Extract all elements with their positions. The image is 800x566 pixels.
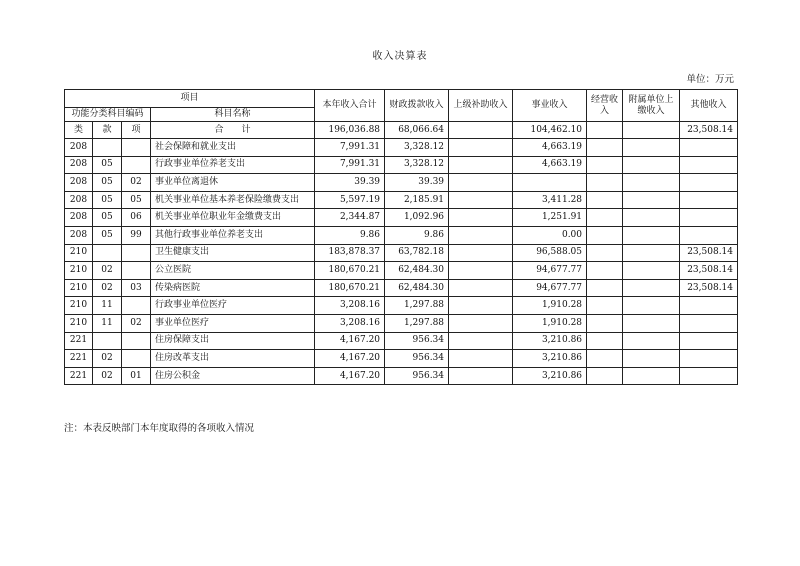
row-value-cell xyxy=(587,191,623,209)
row-value-cell xyxy=(587,156,623,174)
row-value-cell xyxy=(449,297,513,315)
table-note: 注：本表反映部门本年度取得的各项收入情况 xyxy=(64,423,255,434)
total-cell: 68,066.64 xyxy=(385,122,449,139)
row-value-cell xyxy=(587,209,623,227)
row-subject-name: 住房公积金 xyxy=(151,367,315,385)
row-value-cell xyxy=(680,209,738,227)
total-cell xyxy=(587,122,623,139)
header-col-superior: 上级补助收入 xyxy=(449,90,513,122)
header-col-affiliated: 附属单位上缴收入 xyxy=(623,90,680,122)
header-lei: 类 xyxy=(65,122,93,139)
row-value-cell xyxy=(623,156,680,174)
header-col-other: 其他收入 xyxy=(680,90,738,122)
row-subject-name: 机关事业单位职业年金缴费支出 xyxy=(151,209,315,227)
row-kuan: 05 xyxy=(93,174,122,192)
row-xiang xyxy=(122,156,151,174)
total-cell: 23,508.14 xyxy=(680,122,738,139)
row-lei: 208 xyxy=(65,174,93,192)
row-value-cell: 183,878.37 xyxy=(315,244,385,262)
row-kuan: 02 xyxy=(93,279,122,297)
header-row-1 xyxy=(65,90,738,108)
row-value-cell xyxy=(587,226,623,244)
row-value-cell: 1,910.28 xyxy=(513,314,587,332)
row-value-cell xyxy=(623,297,680,315)
row-value-cell xyxy=(680,367,738,385)
row-xiang xyxy=(122,139,151,157)
table-row xyxy=(65,332,738,350)
total-cell xyxy=(623,122,680,139)
row-value-cell xyxy=(680,139,738,157)
total-cell: 196,036.88 xyxy=(315,122,385,139)
row-value-cell xyxy=(587,350,623,368)
row-value-cell xyxy=(680,191,738,209)
row-lei: 210 xyxy=(65,314,93,332)
header-col-business: 事业收入 xyxy=(513,90,587,122)
row-lei: 210 xyxy=(65,297,93,315)
row-value-cell: 2,185.91 xyxy=(385,191,449,209)
row-value-cell xyxy=(449,262,513,280)
row-value-cell: 3,210.86 xyxy=(513,350,587,368)
table-row xyxy=(65,367,738,385)
row-value-cell xyxy=(680,297,738,315)
row-value-cell xyxy=(623,314,680,332)
row-value-cell: 2,344.87 xyxy=(315,209,385,227)
row-xiang xyxy=(122,244,151,262)
row-value-cell: 1,092.96 xyxy=(385,209,449,227)
row-lei: 210 xyxy=(65,279,93,297)
row-value-cell: 62,484.30 xyxy=(385,262,449,280)
table-row xyxy=(65,209,738,227)
row-kuan xyxy=(93,139,122,157)
row-lei: 208 xyxy=(65,226,93,244)
row-value-cell: 3,210.86 xyxy=(513,367,587,385)
row-lei: 208 xyxy=(65,156,93,174)
row-value-cell xyxy=(680,314,738,332)
row-value-cell xyxy=(680,156,738,174)
row-value-cell: 1,297.88 xyxy=(385,297,449,315)
row-value-cell xyxy=(587,314,623,332)
row-value-cell xyxy=(449,314,513,332)
income-table xyxy=(64,89,738,385)
row-value-cell xyxy=(623,209,680,227)
row-value-cell xyxy=(680,226,738,244)
row-value-cell: 9.86 xyxy=(385,226,449,244)
row-xiang xyxy=(122,297,151,315)
row-value-cell: 23,508.14 xyxy=(680,262,738,280)
table-row xyxy=(65,174,738,192)
row-value-cell: 94,677.77 xyxy=(513,262,587,280)
row-value-cell xyxy=(587,244,623,262)
header-kuan: 款 xyxy=(93,122,122,139)
row-lei: 210 xyxy=(65,244,93,262)
row-value-cell: 39.39 xyxy=(385,174,449,192)
row-subject-name: 社会保障和就业支出 xyxy=(151,139,315,157)
row-subject-name: 传染病医院 xyxy=(151,279,315,297)
header-col-operating: 经营收入 xyxy=(587,90,623,122)
row-lei: 210 xyxy=(65,262,93,280)
header-xiang: 项 xyxy=(122,122,151,139)
row-subject-name: 事业单位医疗 xyxy=(151,314,315,332)
row-value-cell: 1,251.91 xyxy=(513,209,587,227)
table-row xyxy=(65,314,738,332)
header-subject-name: 科目名称 xyxy=(151,108,315,122)
row-value-cell: 4,167.20 xyxy=(315,332,385,350)
row-value-cell: 7,991.31 xyxy=(315,156,385,174)
header-col-fiscal: 财政拨款收入 xyxy=(385,90,449,122)
row-value-cell xyxy=(623,244,680,262)
row-xiang xyxy=(122,262,151,280)
row-kuan: 11 xyxy=(93,314,122,332)
row-kuan: 02 xyxy=(93,262,122,280)
row-value-cell: 63,782.18 xyxy=(385,244,449,262)
total-row xyxy=(65,122,738,139)
row-value-cell xyxy=(680,332,738,350)
row-value-cell xyxy=(449,350,513,368)
row-value-cell: 1,910.28 xyxy=(513,297,587,315)
row-value-cell: 180,670.21 xyxy=(315,279,385,297)
row-value-cell xyxy=(449,139,513,157)
row-value-cell xyxy=(623,262,680,280)
row-value-cell xyxy=(449,279,513,297)
table-row xyxy=(65,279,738,297)
table-row xyxy=(65,297,738,315)
row-value-cell xyxy=(623,332,680,350)
row-kuan: 05 xyxy=(93,226,122,244)
row-value-cell: 62,484.30 xyxy=(385,279,449,297)
row-value-cell: 94,677.77 xyxy=(513,279,587,297)
row-value-cell xyxy=(623,139,680,157)
row-value-cell xyxy=(587,297,623,315)
row-kuan: 05 xyxy=(93,156,122,174)
header-col-total: 本年收入合计 xyxy=(315,90,385,122)
table-row xyxy=(65,139,738,157)
row-value-cell: 5,597.19 xyxy=(315,191,385,209)
row-subject-name: 卫生健康支出 xyxy=(151,244,315,262)
row-value-cell xyxy=(449,156,513,174)
row-value-cell xyxy=(449,191,513,209)
unit-label: 单位：万元 xyxy=(686,74,734,85)
row-value-cell xyxy=(587,367,623,385)
row-lei: 208 xyxy=(65,209,93,227)
row-xiang: 02 xyxy=(122,314,151,332)
row-value-cell xyxy=(449,174,513,192)
row-value-cell: 956.34 xyxy=(385,367,449,385)
row-subject-name: 其他行政事业单位养老支出 xyxy=(151,226,315,244)
row-value-cell xyxy=(587,279,623,297)
row-value-cell xyxy=(623,279,680,297)
page-title: 收入决算表 xyxy=(372,51,428,62)
row-xiang xyxy=(122,350,151,368)
row-value-cell: 4,167.20 xyxy=(315,367,385,385)
row-xiang: 01 xyxy=(122,367,151,385)
row-value-cell xyxy=(587,139,623,157)
row-lei: 221 xyxy=(65,332,93,350)
row-value-cell xyxy=(623,191,680,209)
row-kuan: 11 xyxy=(93,297,122,315)
table-row xyxy=(65,226,738,244)
row-lei: 208 xyxy=(65,191,93,209)
total-cell: 104,462.10 xyxy=(513,122,587,139)
row-value-cell xyxy=(623,350,680,368)
row-value-cell: 3,210.86 xyxy=(513,332,587,350)
row-subject-name: 机关事业单位基本养老保险缴费支出 xyxy=(151,191,315,209)
row-kuan: 05 xyxy=(93,191,122,209)
total-cell xyxy=(449,122,513,139)
row-value-cell xyxy=(680,350,738,368)
row-value-cell: 23,508.14 xyxy=(680,279,738,297)
row-subject-name: 公立医院 xyxy=(151,262,315,280)
row-kuan xyxy=(93,332,122,350)
table-row xyxy=(65,262,738,280)
table-row xyxy=(65,191,738,209)
row-value-cell xyxy=(449,226,513,244)
row-value-cell: 1,297.88 xyxy=(385,314,449,332)
row-value-cell: 3,208.16 xyxy=(315,314,385,332)
row-value-cell xyxy=(449,332,513,350)
row-value-cell: 0.00 xyxy=(513,226,587,244)
total-label: 合 计 xyxy=(151,122,315,139)
row-value-cell xyxy=(513,174,587,192)
row-kuan xyxy=(93,244,122,262)
row-value-cell xyxy=(587,332,623,350)
row-xiang xyxy=(122,332,151,350)
row-value-cell xyxy=(449,244,513,262)
row-xiang: 06 xyxy=(122,209,151,227)
row-subject-name: 行政事业单位养老支出 xyxy=(151,156,315,174)
header-project: 项目 xyxy=(65,90,315,108)
table-row xyxy=(65,156,738,174)
row-xiang: 05 xyxy=(122,191,151,209)
header-func-code: 功能分类科目编码 xyxy=(65,108,151,122)
table-row xyxy=(65,244,738,262)
row-xiang: 99 xyxy=(122,226,151,244)
row-subject-name: 行政事业单位医疗 xyxy=(151,297,315,315)
row-value-cell: 956.34 xyxy=(385,350,449,368)
row-subject-name: 住房保障支出 xyxy=(151,332,315,350)
row-kuan: 05 xyxy=(93,209,122,227)
row-value-cell: 3,328.12 xyxy=(385,139,449,157)
row-lei: 221 xyxy=(65,350,93,368)
row-value-cell xyxy=(449,209,513,227)
row-value-cell: 96,588.05 xyxy=(513,244,587,262)
row-xiang: 02 xyxy=(122,174,151,192)
row-lei: 208 xyxy=(65,139,93,157)
row-value-cell xyxy=(623,174,680,192)
row-value-cell: 3,411.28 xyxy=(513,191,587,209)
row-value-cell: 7,991.31 xyxy=(315,139,385,157)
row-subject-name: 住房改革支出 xyxy=(151,350,315,368)
row-value-cell: 180,670.21 xyxy=(315,262,385,280)
row-value-cell xyxy=(587,262,623,280)
row-value-cell: 3,208.16 xyxy=(315,297,385,315)
row-value-cell xyxy=(587,174,623,192)
row-kuan: 02 xyxy=(93,350,122,368)
row-subject-name: 事业单位离退休 xyxy=(151,174,315,192)
row-value-cell: 4,167.20 xyxy=(315,350,385,368)
table-row xyxy=(65,350,738,368)
row-value-cell xyxy=(680,174,738,192)
table-body xyxy=(65,90,738,385)
row-value-cell xyxy=(449,367,513,385)
row-value-cell: 4,663.19 xyxy=(513,156,587,174)
row-value-cell: 956.34 xyxy=(385,332,449,350)
row-value-cell: 4,663.19 xyxy=(513,139,587,157)
row-value-cell: 23,508.14 xyxy=(680,244,738,262)
row-value-cell xyxy=(623,367,680,385)
row-value-cell: 9.86 xyxy=(315,226,385,244)
row-kuan: 02 xyxy=(93,367,122,385)
row-lei: 221 xyxy=(65,367,93,385)
row-value-cell: 39.39 xyxy=(315,174,385,192)
row-xiang: 03 xyxy=(122,279,151,297)
row-value-cell xyxy=(623,226,680,244)
row-value-cell: 3,328.12 xyxy=(385,156,449,174)
